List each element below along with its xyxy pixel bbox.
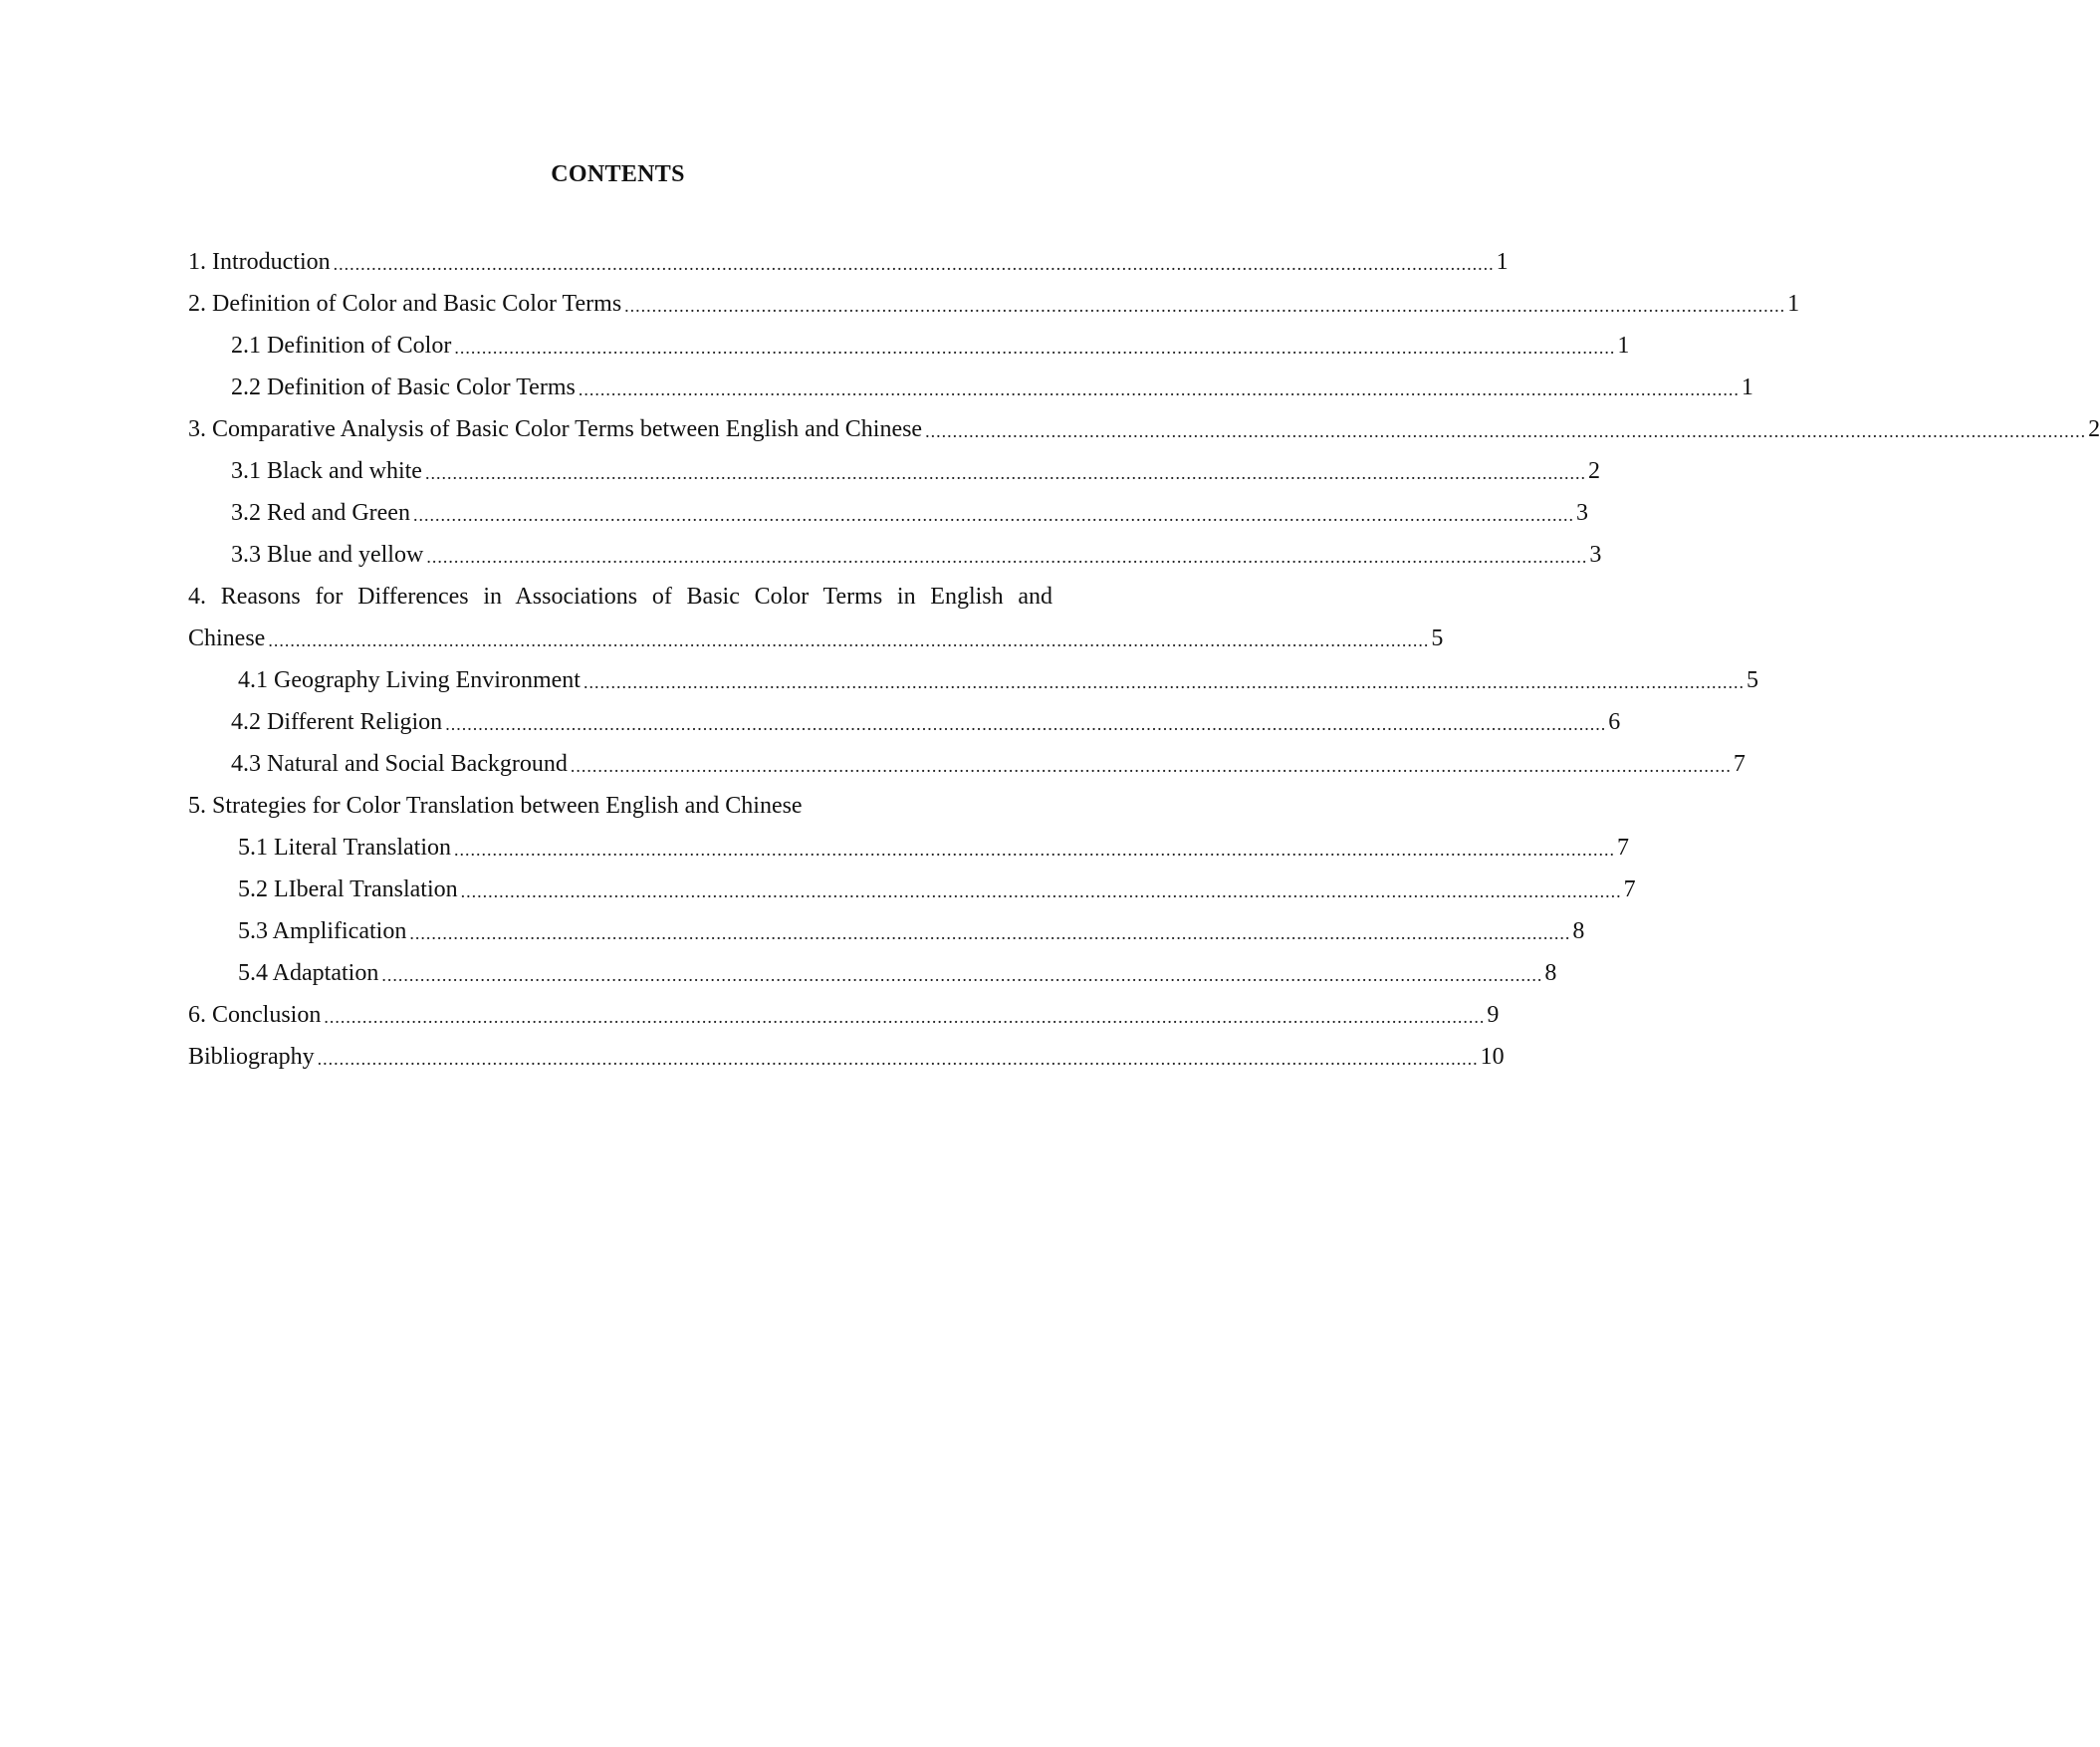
- toc-dot-leader: ....................................................................................................................................................................................................................: [333, 254, 1495, 274]
- toc-subentry[interactable]: [188, 492, 1588, 534]
- toc-dot-leader: ....................................................................................................................................................................................................................: [324, 1007, 1486, 1027]
- toc-page-number: 7: [1616, 834, 1629, 861]
- toc-entry-label: 4.1 Geography Living Environment: [238, 667, 583, 694]
- toc-entry-label: 6. Conclusion: [188, 1002, 324, 1029]
- toc-dot-leader: ....................................................................................................................................................................................................................: [454, 338, 1616, 358]
- toc-page-number: 2: [1587, 457, 1600, 484]
- toc-subentry[interactable]: [188, 869, 1636, 910]
- toc-entry-label: Bibliography: [188, 1044, 318, 1071]
- toc-subentry[interactable]: [188, 325, 1630, 367]
- toc-subentry[interactable]: [188, 827, 1629, 869]
- toc-page-number: 8: [1544, 959, 1557, 986]
- toc-dot-leader: ....................................................................................................................................................................................................................: [424, 463, 1586, 483]
- toc-dot-leader: ....................................................................................................................................................................................................................: [624, 296, 1786, 316]
- toc-subentry[interactable]: [188, 450, 1600, 492]
- toc-entry[interactable]: [188, 785, 1052, 827]
- toc-dot-leader: ....................................................................................................................................................................................................................: [453, 840, 1615, 860]
- toc-dot-leader: ....................................................................................................................................................................................................................: [578, 379, 1740, 399]
- toc-entry-label: 5.2 LIberal Translation: [238, 876, 461, 903]
- toc-entry-label: 2. Definition of Color and Basic Color Terms: [188, 291, 624, 318]
- toc-dot-leader: ....................................................................................................................................................................................................................: [583, 672, 1745, 692]
- toc-page-number: 6: [1608, 708, 1621, 735]
- toc-subentry[interactable]: [188, 367, 1753, 408]
- toc-entry-label: 3.3 Blue and yellow: [231, 542, 426, 569]
- toc-entry[interactable]: [188, 1036, 1505, 1078]
- toc-page-number: 8: [1572, 917, 1585, 944]
- toc-dot-leader: ....................................................................................................................................................................................................................: [381, 965, 1543, 985]
- toc-dot-leader: ....................................................................................................................................................................................................................: [570, 756, 1732, 776]
- toc-page-number: 10: [1480, 1043, 1505, 1070]
- toc-entry-label: 4. Reasons for Differences in Associations of Basic Color Terms in English and: [188, 583, 1052, 610]
- toc-dot-leader: ....................................................................................................................................................................................................................: [925, 421, 2087, 441]
- toc-page-number: 7: [1733, 750, 1746, 777]
- toc-entry-label: 3. Comparative Analysis of Basic Color Terms between English and Chinese: [188, 416, 925, 443]
- toc-dot-leader: ....................................................................................................................................................................................................................: [409, 923, 1571, 943]
- toc-entry-label: 1. Introduction: [188, 249, 334, 276]
- toc-dot-leader: ....................................................................................................................................................................................................................: [268, 630, 1430, 650]
- toc-subentry[interactable]: [188, 701, 1621, 743]
- toc-page-number: 7: [1623, 875, 1636, 902]
- toc-entry-continuation[interactable]: [188, 618, 1444, 659]
- toc-entry[interactable]: [188, 241, 1509, 283]
- toc-dot-leader: ....................................................................................................................................................................................................................: [317, 1049, 1479, 1069]
- toc-entry[interactable]: [188, 576, 1052, 618]
- toc-page-number: 5: [1431, 624, 1444, 651]
- toc-entry-label: 4.2 Different Religion: [231, 709, 445, 736]
- toc-entry-label: 5. Strategies for Color Translation between English and Chinese: [188, 793, 806, 820]
- table-of-contents: [188, 241, 2100, 1078]
- toc-page-number: 5: [1746, 666, 1758, 693]
- toc-entry-label: 2.1 Definition of Color: [231, 333, 454, 360]
- toc-entry[interactable]: [188, 408, 2100, 450]
- toc-entry[interactable]: [188, 994, 1500, 1036]
- toc-entry-label: 3.2 Red and Green: [231, 500, 413, 527]
- toc-subentry[interactable]: [188, 952, 1557, 994]
- toc-entry-label: 4.3 Natural and Social Background: [231, 751, 571, 778]
- toc-entry[interactable]: [188, 283, 1800, 325]
- toc-dot-leader: ....................................................................................................................................................................................................................: [412, 505, 1574, 525]
- toc-subentry[interactable]: [188, 910, 1585, 952]
- toc-entry-label: 2.2 Definition of Basic Color Terms: [231, 374, 579, 401]
- toc-page-number: 1: [1496, 248, 1509, 275]
- toc-dot-leader: ....................................................................................................................................................................................................................: [426, 547, 1588, 567]
- toc-entry-label: 5.3 Amplification: [238, 918, 409, 945]
- toc-page-number: 1: [1787, 290, 1800, 317]
- toc-subentry[interactable]: [188, 743, 1746, 785]
- toc-page-number: 2: [2088, 415, 2100, 442]
- toc-entry-label: 5.4 Adaptation: [238, 960, 381, 987]
- toc-dot-leader: ....................................................................................................................................................................................................................: [445, 714, 1607, 734]
- toc-entry-label: 3.1 Black and white: [231, 458, 425, 485]
- toc-entry-label: Chinese: [188, 625, 268, 652]
- toc-subentry[interactable]: [188, 659, 1758, 701]
- page-title: CONTENTS: [551, 161, 685, 187]
- toc-page-number: 3: [1575, 499, 1588, 526]
- toc-page-number: 1: [1741, 374, 1753, 400]
- toc-dot-leader: ....................................................................................................................................................................................................................: [460, 881, 1622, 901]
- toc-page-number: 3: [1589, 541, 1602, 568]
- toc-subentry[interactable]: [188, 534, 1602, 576]
- toc-page-number: 1: [1617, 332, 1630, 359]
- toc-entry-label: 5.1 Literal Translation: [238, 835, 454, 862]
- toc-page-number: 9: [1487, 1001, 1500, 1028]
